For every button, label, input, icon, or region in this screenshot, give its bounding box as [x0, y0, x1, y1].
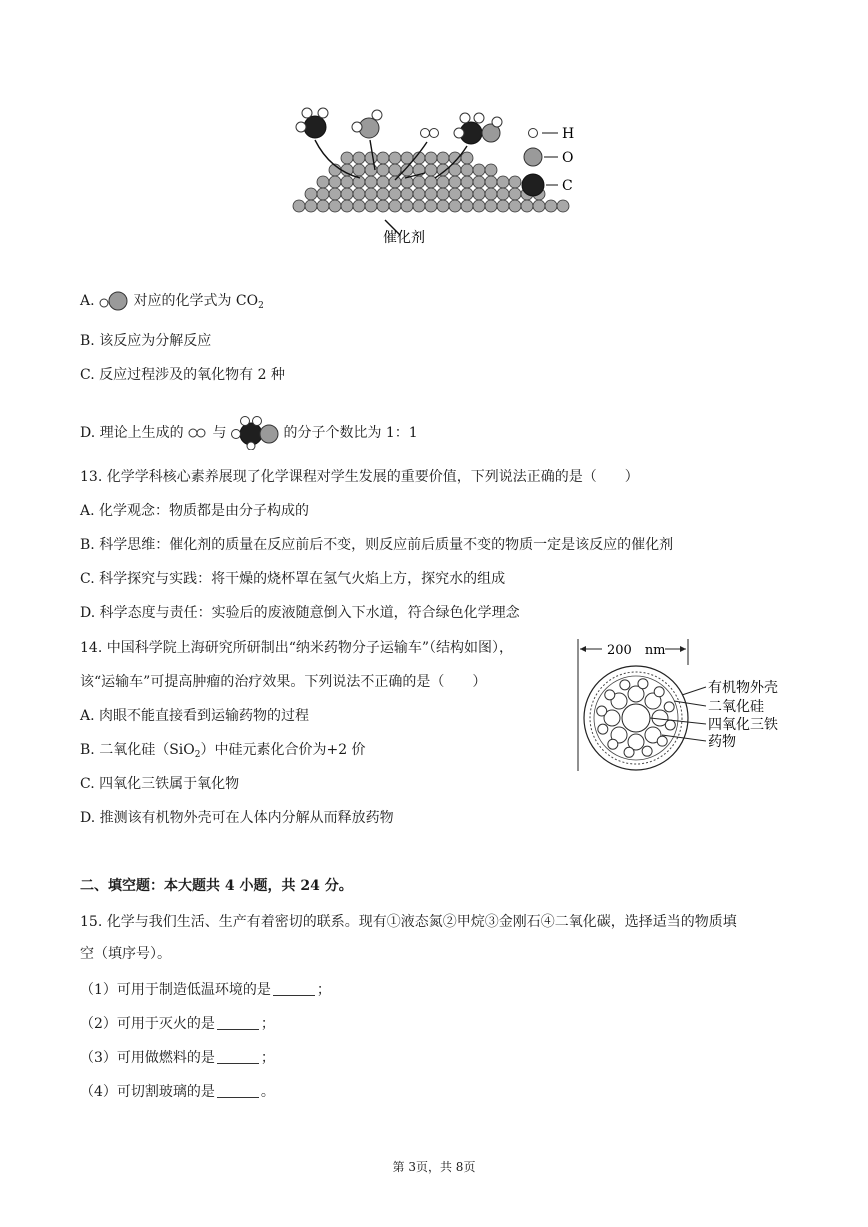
q12-option-b: B. 该反应为分解反应 — [80, 333, 212, 349]
q13-option-a: A. 化学观念：物质都是由分子构成的 — [80, 503, 310, 519]
catalyst-particle — [509, 200, 521, 212]
catalyst-particle — [389, 188, 401, 200]
option-a-text: 对应的化学式为 CO — [133, 293, 259, 309]
drug-particle — [624, 747, 634, 757]
catalyst-particle — [353, 164, 365, 176]
label-fe3o4: 四氧化三铁 — [708, 717, 778, 733]
product-molecule — [454, 113, 502, 144]
svg-text:O: O — [562, 150, 574, 166]
q15-sub4 — [80, 1082, 275, 1102]
oh-molecule-icon — [99, 291, 129, 311]
drug-particle — [654, 687, 664, 697]
hydrogen-molecule — [421, 129, 439, 138]
q13-option-c: C. 科学探究与实践：将干燥的烧杯罩在氢气火焰上方，探究水的组成 — [80, 571, 506, 587]
catalyst-particle — [389, 164, 401, 176]
catalyst-particle — [425, 200, 437, 212]
catalyst-particle — [461, 152, 473, 164]
q14-option-d: D. 推测该有机物外壳可在人体内分解从而释放药物 — [80, 810, 394, 826]
catalyst-particle — [509, 176, 521, 188]
catalyst-particle — [437, 200, 449, 212]
catalyst-particle — [353, 152, 365, 164]
catalyst-particle — [473, 200, 485, 212]
sub3-text: （3）可用做燃料的是 — [80, 1050, 215, 1066]
catalyst-particle — [437, 176, 449, 188]
drug-particle — [638, 679, 648, 689]
catalyst-particle — [377, 152, 389, 164]
punct: ； — [260, 1016, 275, 1032]
label-drug: 药物 — [708, 734, 736, 750]
catalyst-particle — [401, 164, 413, 176]
catalyst-particle — [365, 176, 377, 188]
catalyst-particle — [329, 188, 341, 200]
nano-carrier-figure — [570, 635, 795, 775]
catalyst-particle — [389, 200, 401, 212]
catalyst-particle — [377, 176, 389, 188]
punct: ； — [316, 982, 331, 998]
q13-stem: 13. 化学学科核心素养展现了化学课程对学生发展的重要价值，下列说法正确的是（ ） — [80, 469, 639, 485]
catalyst-particle — [341, 200, 353, 212]
catalyst-particle — [437, 152, 449, 164]
catalyst-particle — [413, 188, 425, 200]
catalyst-particle — [365, 164, 377, 176]
h2-molecule-icon — [188, 427, 208, 439]
q14-option-b — [80, 740, 366, 760]
catalyst-particle — [497, 188, 509, 200]
catalyst-particle — [437, 164, 449, 176]
q13-option-d: D. 科学态度与责任：实验后的废液随意倒入下水道，符合绿色化学理念 — [80, 605, 520, 621]
catalyst-particle — [473, 164, 485, 176]
catalyst-particle — [341, 176, 353, 188]
catalyst-particle — [329, 200, 341, 212]
catalyst-particle — [293, 200, 305, 212]
catalyst-particle — [497, 200, 509, 212]
methanol-molecule-icon — [231, 416, 279, 450]
drug-particle — [620, 680, 630, 690]
punct: 。 — [260, 1084, 275, 1100]
punct: ； — [260, 1050, 275, 1066]
catalyst-particle — [317, 176, 329, 188]
option-d-suffix: 的分子个数比为 1：1 — [283, 425, 418, 441]
catalyst-particle — [305, 188, 317, 200]
catalyst-particle — [413, 176, 425, 188]
catalyst-particle — [521, 200, 533, 212]
sub2-text: （2）可用于灭火的是 — [80, 1016, 215, 1032]
q15-sub2 — [80, 1014, 275, 1034]
sub4-text: （4）可切割玻璃的是 — [80, 1084, 215, 1100]
q14-stem-line2: 该“运输车”可提高肿瘤的治疗效果。下列说法不正确的是（ ） — [80, 674, 487, 690]
water-molecule — [352, 110, 382, 138]
section-title: 二、填空题：本大题共 4 小题，共 24 分。 — [80, 878, 353, 894]
subscript: 2 — [258, 301, 264, 311]
q14-option-c: C. 四氧化三铁属于氧化物 — [80, 776, 240, 792]
catalyst-particle — [461, 164, 473, 176]
drug-particle — [597, 706, 607, 716]
drug-particle — [642, 746, 652, 756]
scale-label: 200 nm — [607, 643, 666, 658]
q15-sub1 — [80, 980, 331, 1000]
catalyst-particle — [485, 200, 497, 212]
option-d-prefix: D. 理论上生成的 — [80, 425, 184, 441]
fe3o4-core — [622, 704, 650, 732]
catalyst-particle — [449, 200, 461, 212]
catalyst-particle — [461, 200, 473, 212]
q13-option-b: B. 科学思维：催化剂的质量在反应前后不变，则反应前后质量不变的物质一定是该反应的催化剂 — [80, 537, 674, 553]
legend-c — [522, 174, 573, 196]
catalyst-particle — [365, 152, 377, 164]
answer-blank[interactable] — [217, 1083, 259, 1098]
page-footer: 第 3页，共 8页 — [392, 1160, 476, 1174]
option-label: A. — [80, 293, 95, 309]
catalyst-particle — [365, 200, 377, 212]
catalyst-particle — [485, 188, 497, 200]
subscript: 2 — [194, 750, 201, 760]
q14-stem-line1: 14. 中国科学院上海研究所研制出“纳米药物分子运输车”（结构如图）， — [80, 640, 514, 656]
q12-option-d — [80, 416, 418, 450]
legend-h — [529, 126, 575, 142]
catalyst-particle — [461, 176, 473, 188]
svg-text:H: H — [562, 126, 575, 142]
catalyst-particle — [473, 188, 485, 200]
catalyst-particle — [305, 200, 317, 212]
q15-stem-line1: 15. 化学与我们生活、生产有着密切的联系。现有①液态氮②甲烷③金刚石④二氧化碳，选择适当的物质填 — [80, 914, 737, 930]
legend-o — [524, 148, 573, 166]
catalyst-particle — [341, 188, 353, 200]
catalyst-particle — [425, 188, 437, 200]
co-molecule-left — [296, 108, 328, 138]
catalyst-particle — [353, 200, 365, 212]
drug-particle — [598, 724, 608, 734]
catalyst-particle — [377, 188, 389, 200]
catalyst-particle — [317, 188, 329, 200]
catalyst-particle — [365, 188, 377, 200]
catalyst-particle — [473, 176, 485, 188]
catalyst-particle — [497, 176, 509, 188]
option-b-post: ）中硅元素化合价为+2 价 — [200, 742, 366, 758]
sub1-text: （1）可用于制造低温环境的是 — [80, 982, 271, 998]
catalyst-particle — [317, 200, 329, 212]
catalyst-particle — [545, 200, 557, 212]
drug-particle — [608, 739, 618, 749]
catalyst-particle — [377, 164, 389, 176]
catalyst-particle — [485, 164, 497, 176]
option-d-mid: 与 — [212, 425, 227, 441]
catalyst-particle — [401, 200, 413, 212]
catalyst-particle — [353, 188, 365, 200]
drug-particle — [605, 690, 615, 700]
catalyst-particle — [389, 176, 401, 188]
answer-blank[interactable] — [217, 1015, 259, 1030]
catalyst-particle — [377, 200, 389, 212]
catalyst-particle — [401, 188, 413, 200]
drug-particle — [665, 720, 675, 730]
svg-text:C: C — [562, 178, 573, 194]
catalyst-particle — [425, 164, 437, 176]
catalyst-reaction-figure — [285, 100, 605, 250]
label-organic-shell: 有机物外壳 — [708, 680, 778, 696]
catalyst-particle — [485, 176, 497, 188]
answer-blank[interactable] — [273, 981, 315, 996]
catalyst-particle — [533, 200, 545, 212]
catalyst-particle — [341, 164, 353, 176]
catalyst-particle — [389, 152, 401, 164]
q14-option-a: A. 肉眼不能直接看到运输药物的过程 — [80, 708, 310, 724]
drug-particle — [664, 702, 674, 712]
catalyst-caption: 催化剂 — [383, 230, 425, 246]
label-silica: 二氧化硅 — [708, 699, 764, 715]
drug-particle — [657, 736, 667, 746]
catalyst-particle — [449, 188, 461, 200]
catalyst-particle — [437, 188, 449, 200]
catalyst-particle — [329, 176, 341, 188]
q12-option-a — [80, 291, 264, 311]
catalyst-particle — [449, 176, 461, 188]
q15-stem-line2: 空（填序号）。 — [80, 946, 171, 962]
catalyst-particle — [425, 152, 437, 164]
catalyst-particle — [509, 188, 521, 200]
catalyst-particle — [413, 200, 425, 212]
q15-sub3 — [80, 1048, 275, 1068]
answer-blank[interactable] — [217, 1049, 259, 1064]
catalyst-particle — [557, 200, 569, 212]
option-b-pre: B. 二氧化硅（SiO — [80, 742, 195, 758]
catalyst-particle — [461, 188, 473, 200]
q12-option-c: C. 反应过程涉及的氧化物有 2 种 — [80, 367, 285, 383]
catalyst-particle — [341, 152, 353, 164]
